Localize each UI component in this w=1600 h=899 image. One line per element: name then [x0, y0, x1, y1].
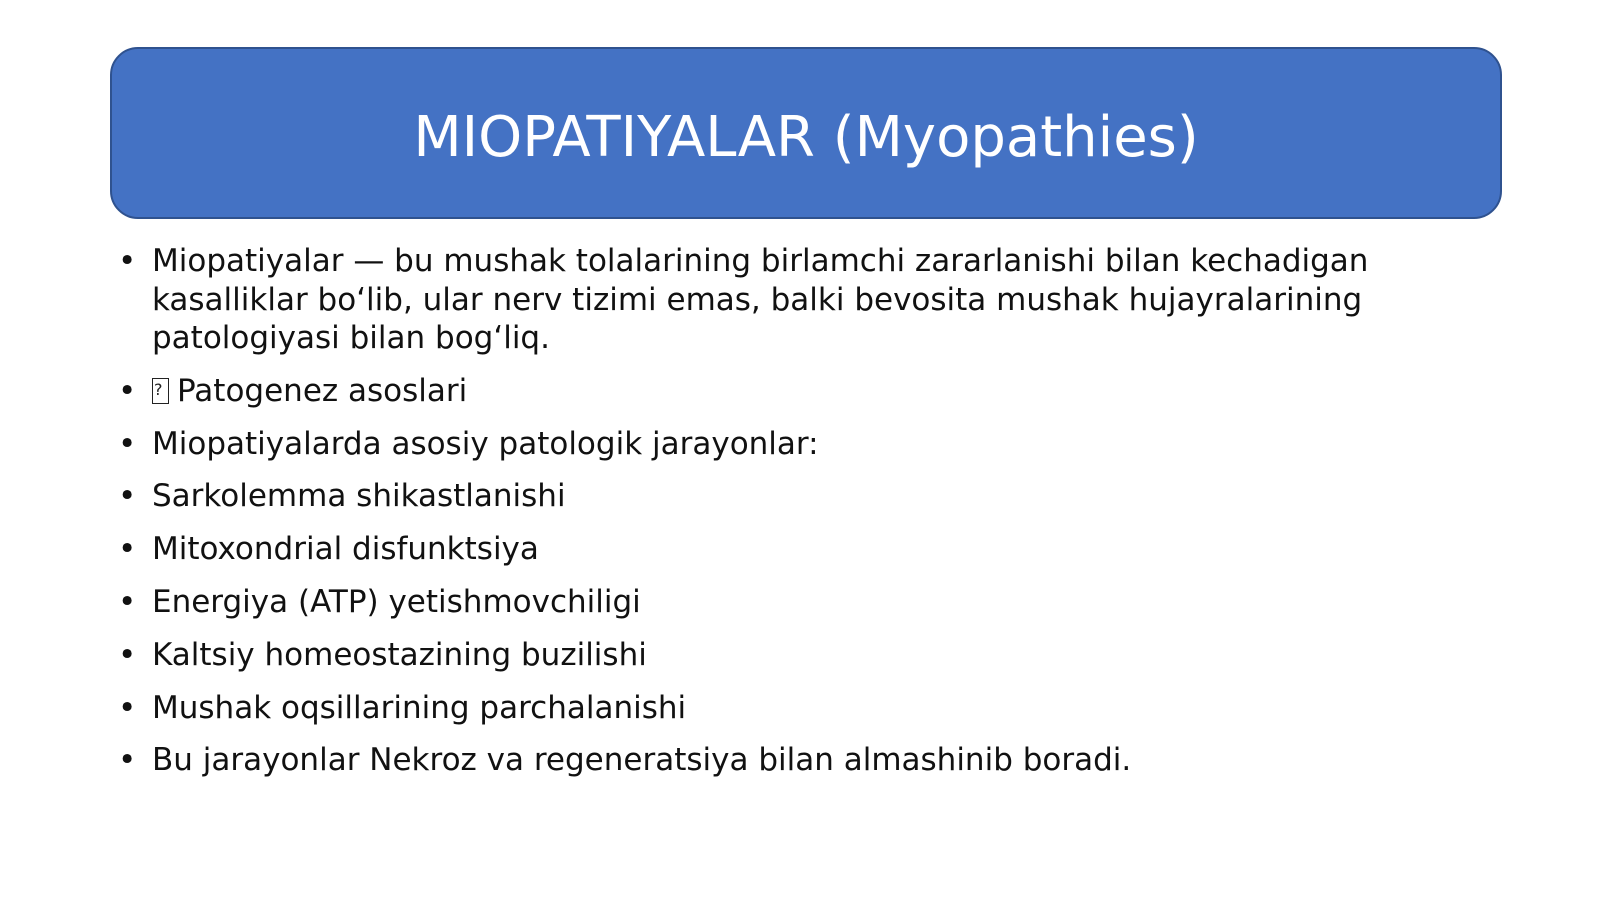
bullet-dot-icon: • — [118, 742, 137, 779]
bullet-text: Miopatiyalarda asosiy patologik jarayonlar: — [152, 425, 819, 462]
bullet-text: Bu jarayonlar Nekroz va regeneratsiya bilan almashinib boradi. — [152, 742, 1132, 779]
bullet-text: Mitoxondrial disfunktsiya — [152, 531, 539, 568]
bullet-dot-icon: • — [118, 636, 137, 673]
bullet-item — [118, 242, 1458, 358]
bullet-item — [118, 477, 1458, 516]
bullet-item — [118, 530, 1458, 569]
bullet-dot-icon: • — [118, 243, 137, 279]
bullet-item — [118, 689, 1458, 728]
missing-glyph-box-icon — [152, 378, 169, 404]
bullet-dot-icon: • — [118, 425, 137, 462]
bullet-text: Kaltsiy homeostazining buzilishi — [152, 636, 647, 673]
bullet-dot-icon: • — [118, 583, 137, 620]
bullet-item — [118, 636, 1458, 675]
bullet-dot-icon: • — [118, 531, 137, 568]
title-banner — [110, 47, 1502, 219]
bullet-item — [118, 741, 1458, 780]
bullet-text: Mushak oqsillarining parchalanishi — [152, 689, 687, 726]
bullet-text: Sarkolemma shikastlanishi — [152, 478, 566, 515]
bullet-dot-icon: • — [118, 689, 137, 726]
bullet-item — [118, 583, 1458, 622]
bullet-text: Miopatiyalar — bu mushak tolalarining birlamchi zararlanishi bilan kechadigan kasalliklar bo‘lib, ular nerv tizimi emas, balki bevosita mushak hujayralarining patologiyasi bilan bog‘liq. — [152, 243, 1369, 356]
bullet-item — [118, 372, 1458, 411]
slide-title: MIOPATIYALAR (Myopathies) — [413, 104, 1199, 170]
slide-body — [118, 242, 1458, 794]
bullet-text: Energiya (ATP) yetishmovchiligi — [152, 583, 641, 620]
bullet-item — [118, 425, 1458, 464]
bullet-dot-icon: • — [118, 372, 137, 409]
bullet-dot-icon: • — [118, 478, 137, 515]
bullet-text: Patogenez asoslari — [177, 372, 468, 409]
bullet-list — [118, 242, 1458, 780]
